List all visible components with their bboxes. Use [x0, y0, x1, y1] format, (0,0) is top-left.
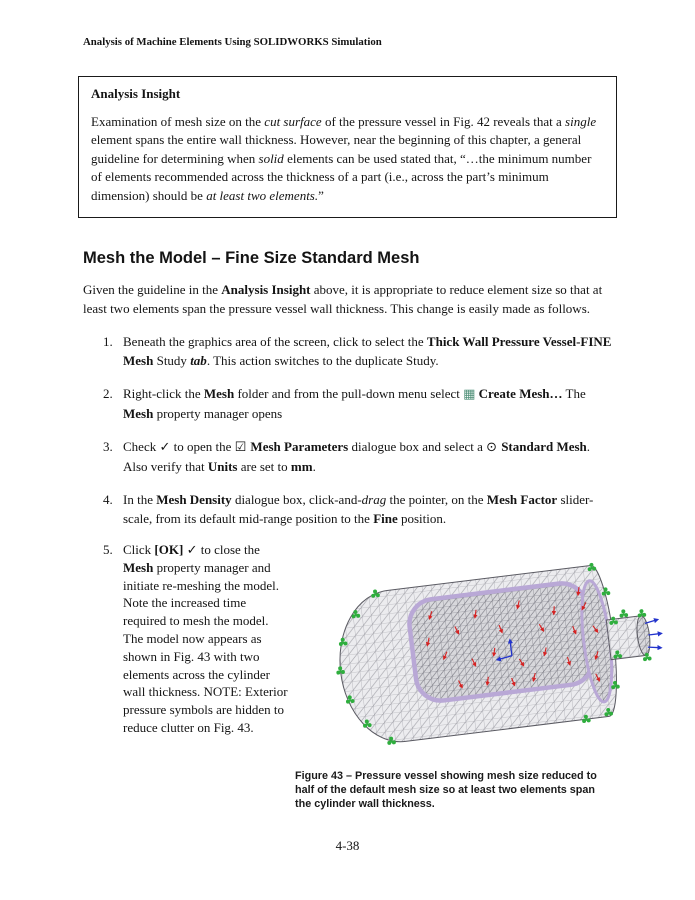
- step-5-text: Click [OK] ✓ to close the Mesh property manager and initiate re-meshing the model. Note the increased time required to mesh the model. The model now appears as shown in Fig. 43 with two elements across the cylinder wall thickness. NOTE: Exterior pressure symbols are hidden to reduce clutter on Fig. 43.: [123, 542, 288, 735]
- figure-43-image: [289, 539, 677, 767]
- step-5: [103, 541, 289, 737]
- nozzle: [606, 614, 662, 660]
- running-header: Analysis of Machine Elements Using SOLIDWORKS Simulation: [83, 36, 382, 48]
- insight-title: Analysis Insight: [91, 86, 181, 101]
- step-1: [103, 333, 617, 370]
- insight-body-text: Examination of mesh size on the cut surface of the pressure vessel in Fig. 42 reveals that a single element spans the entire wall thickness. However, near the beginning of this chapter, a general guideline for determining when solid elements can be used stated that, “…the minimum number of elements recommended across the thickness of a part (i.e., across the part’s minimum dimension) should be at least two elements.”: [91, 113, 597, 203]
- step-2: [103, 385, 617, 423]
- intro-paragraph: Given the guideline in the Analysis Insight above, it is appropriate to reduce element size so that at least two elements span the pressure vessel wall thickness. This change is easily made as follows.: [83, 282, 603, 316]
- create-mesh-icon: ▦: [463, 387, 476, 402]
- page-number: 4-38: [335, 838, 360, 853]
- step-3-text: Check ✓ to open the ☑ Mesh Parameters dialogue box and select a ⊙ Standard Mesh. Also verify that Units are set to mm.: [123, 439, 591, 474]
- step-4: [103, 491, 617, 528]
- step-5-number: 5.: [103, 542, 113, 557]
- vessel-interior-cutaway: [407, 581, 596, 704]
- step-1-text: Beneath the graphics area of the screen, click to select the Thick Wall Pressure Vessel-FINE Mesh Study tab. This action switches to the duplicate Study.: [123, 334, 612, 368]
- analysis-insight-box: [78, 76, 617, 218]
- step-1-number: 1.: [103, 334, 113, 349]
- pressure-vessel-mesh: [327, 556, 670, 753]
- step-4-number: 4.: [103, 492, 113, 507]
- step-2-text: Right-click the Mesh folder and from the pull-down menu select ▦ Create Mesh… The Mesh property manager opens: [123, 386, 586, 421]
- section-heading: Mesh the Model – Fine Size Standard Mesh: [83, 249, 420, 267]
- step-3: [103, 438, 617, 476]
- step-3-number: 3.: [103, 439, 113, 454]
- figure-caption: Figure 43 – Pressure vessel showing mesh size reduced to half of the default mesh size so at least two elements span the cylinder wall thickness.: [295, 770, 597, 810]
- radio-button-glyph: ⊙: [486, 440, 502, 455]
- checked-box-glyph: ☑: [234, 440, 251, 455]
- figure-43: [289, 539, 681, 811]
- step-2-number: 2.: [103, 386, 113, 401]
- step-4-text: In the Mesh Density dialogue box, click-and-drag the pointer, on the Mesh Factor slider-scale, from its default mid-range position to the Fine position.: [123, 492, 594, 526]
